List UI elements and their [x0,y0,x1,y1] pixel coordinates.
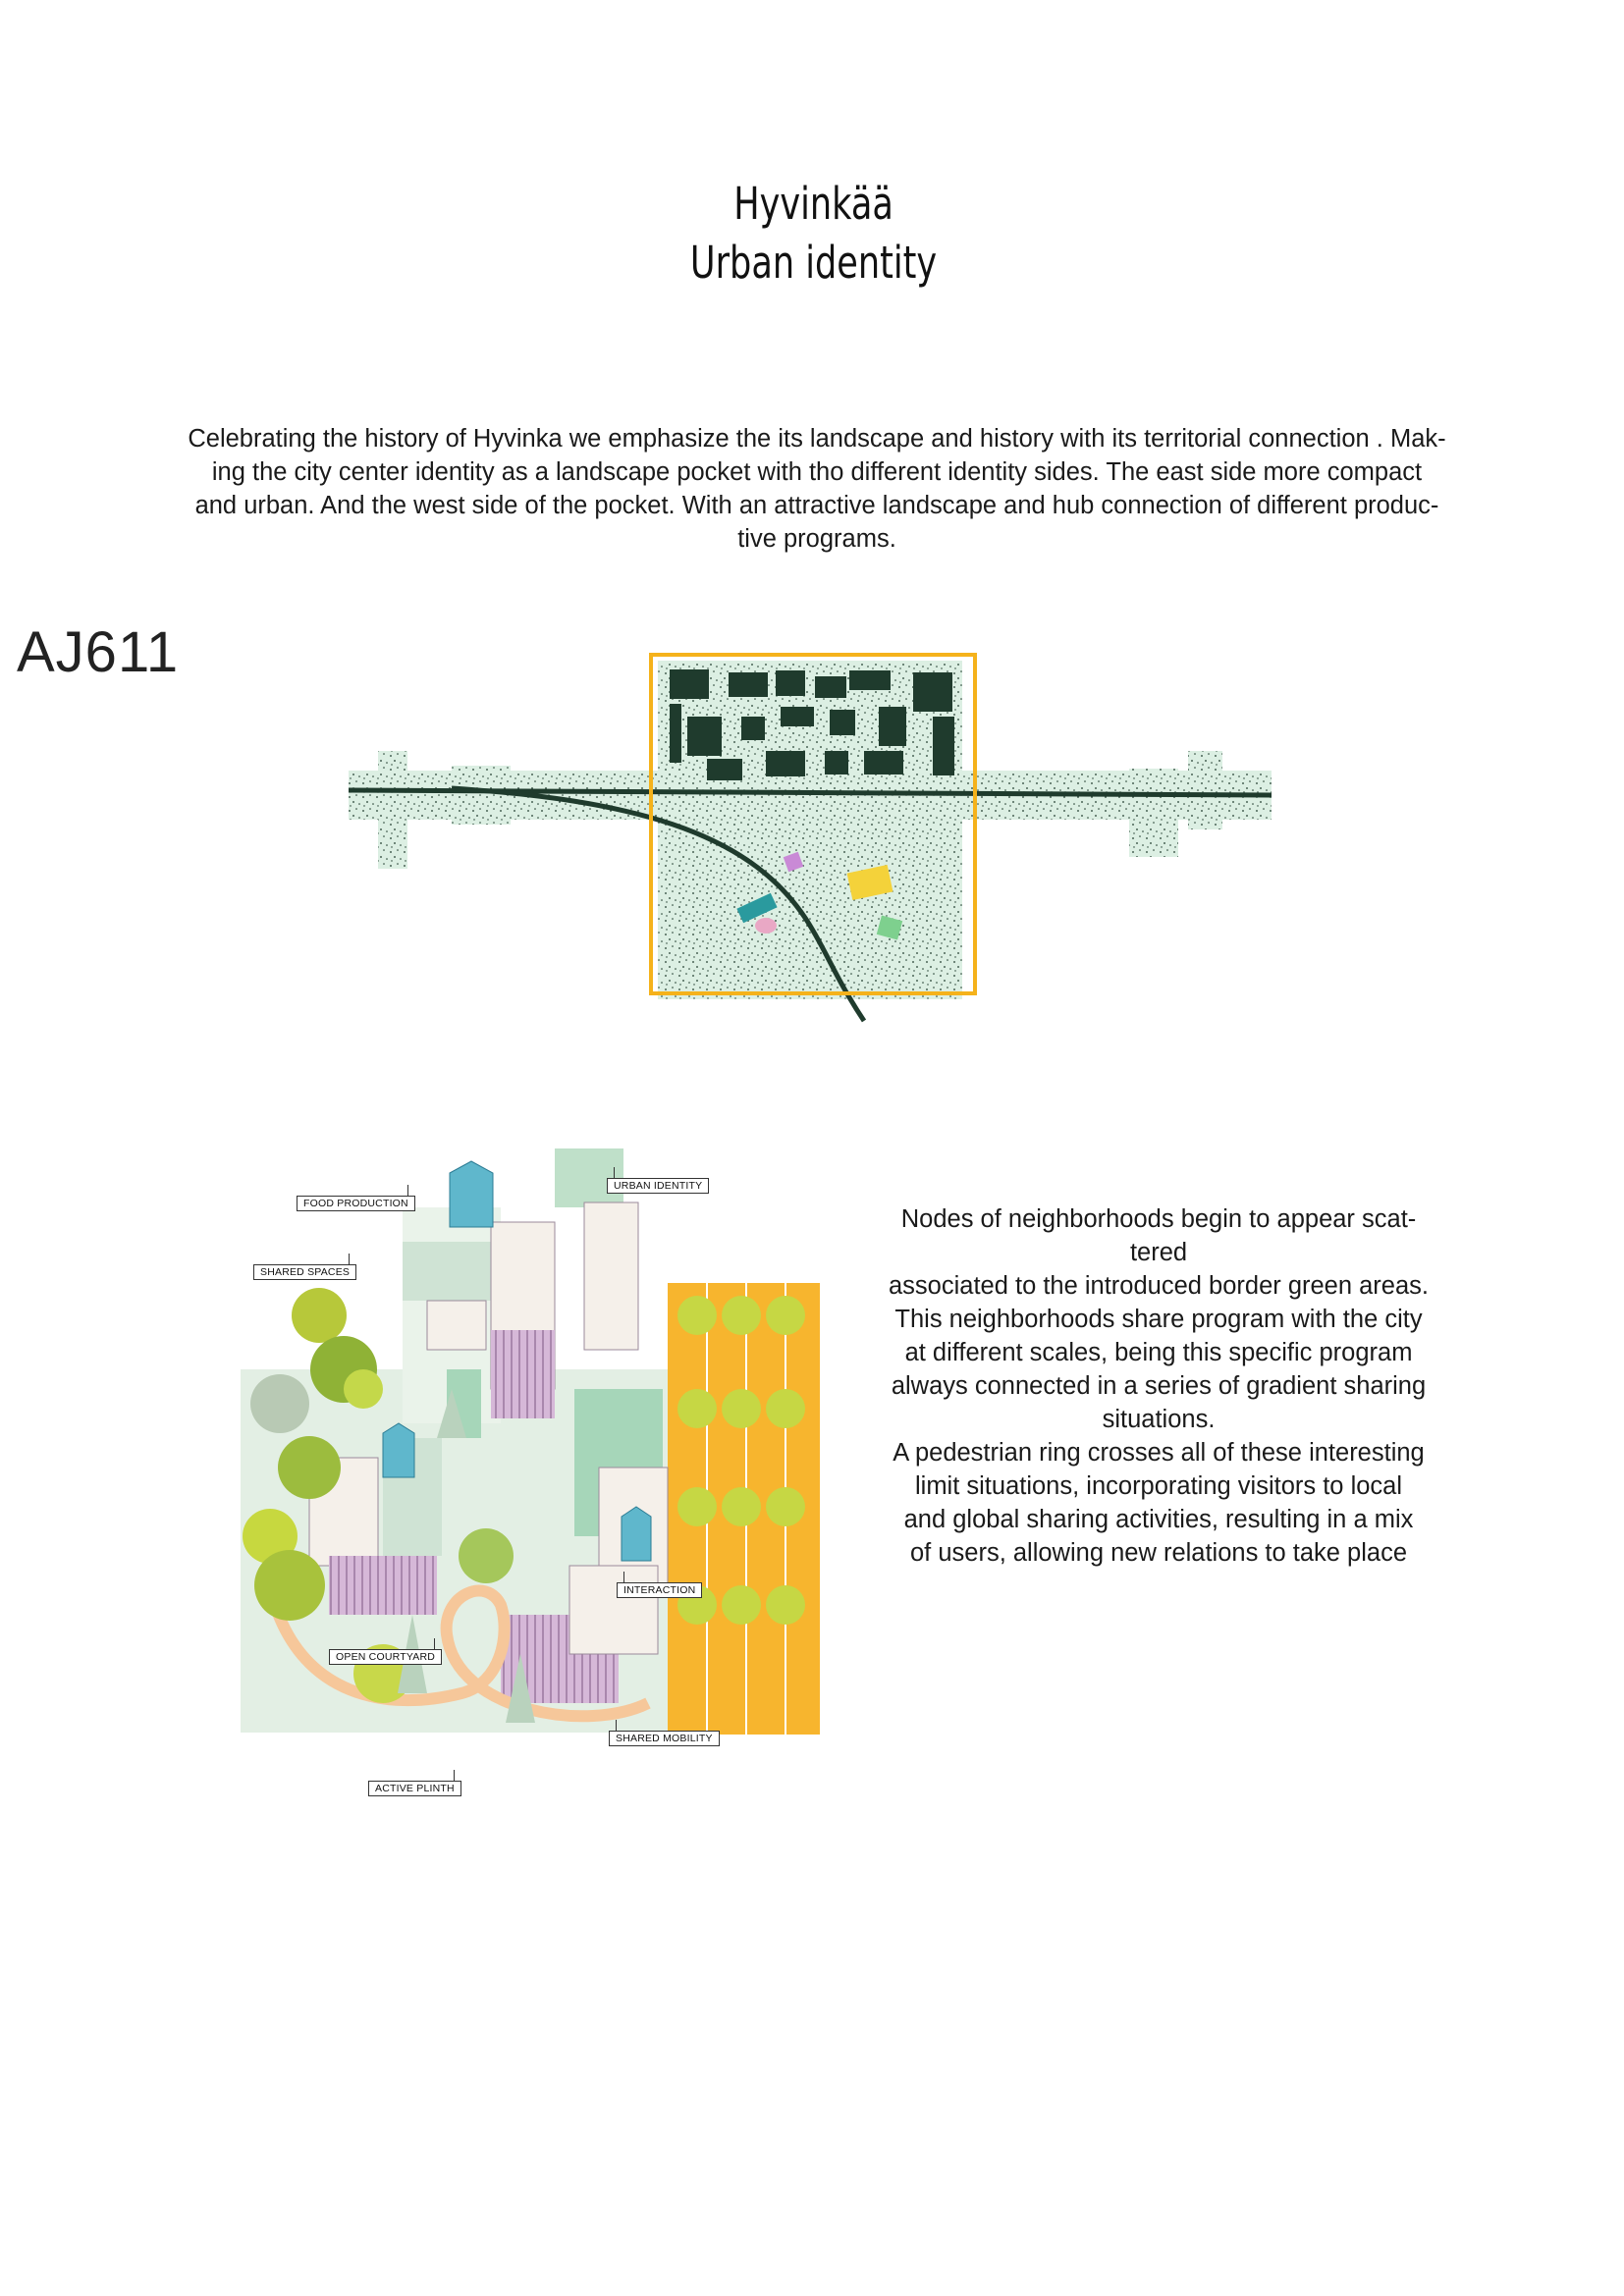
tag-shared-mobility: SHARED MOBILITY [609,1731,720,1746]
intro-paragraph [110,422,1524,556]
description-line: A pedestrian ring crosses all of these interesting [893,1439,1425,1467]
neighborhood-axonometric [236,1144,825,1801]
project-code: AJ611 [17,620,180,684]
tag-open-courtyard: OPEN COURTYARD [329,1649,442,1665]
page-title [180,175,1446,293]
intro-line: Celebrating the history of Hyvinka we emphasize the its landscape and history with its territorial connection . Mak- [188,425,1446,453]
tag-interaction: INTERACTION [617,1582,702,1598]
intro-line: tive programs. [737,525,896,553]
description-paragraph [844,1202,1473,1570]
tag-active-plinth: ACTIVE PLINTH [368,1781,461,1796]
description-line: situations. [1102,1406,1216,1433]
description-line: of users, allowing new relations to take place [909,1539,1408,1567]
tag-food-production: FOOD PRODUCTION [297,1196,415,1211]
description-line: associated to the introduced border green areas. [888,1272,1430,1300]
description-line: limit situations, incorporating visitors to local [914,1472,1403,1500]
description-line: This neighborhoods share program with the city [894,1306,1423,1333]
intro-line: and urban. And the west side of the pocket. With an attractive landscape and hub connection of different produc- [194,492,1439,519]
intro-line: ing the city center identity as a landscape pocket with tho different identity sides. The east side more compact [211,458,1423,486]
description-line: and global sharing activities, resulting in a mix [903,1506,1414,1533]
site-plan-figure [334,643,1296,1036]
description-line: at different scales, being this specific program [904,1339,1413,1366]
tag-shared-spaces: SHARED SPACES [253,1264,356,1280]
title-line-2: Urban identity [689,237,938,289]
description-line: Nodes of neighborhoods begin to appear scat- [900,1205,1417,1233]
description-line: always connected in a series of gradient sharing [891,1372,1427,1400]
tag-urban-identity: URBAN IDENTITY [607,1178,709,1194]
title-line-1: Hyvinkää [733,178,893,230]
description-line: tered [1129,1239,1188,1266]
